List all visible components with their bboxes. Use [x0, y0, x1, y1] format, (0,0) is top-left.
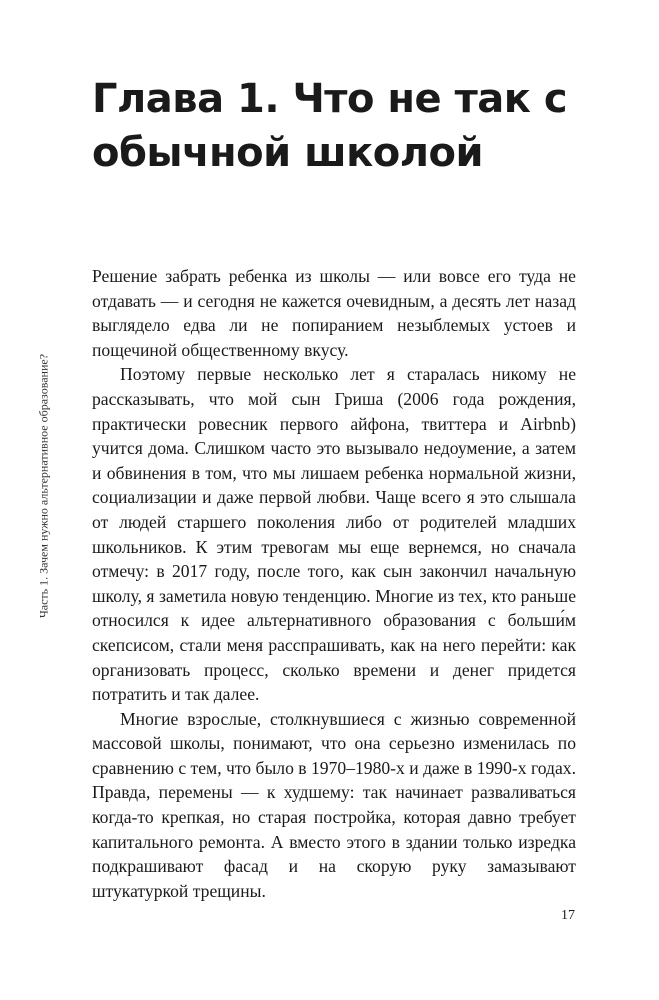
- chapter-title: Глава 1. Что не так с обычной школой: [92, 76, 568, 176]
- page-number: 17: [561, 908, 575, 923]
- paragraph: Решение забрать ребенка из школы — или вовсе его туда не отдавать — и сегодня не кажется очевидным, а десять лет назад выглядело едва ли не попиранием незыблемых устоев и пощечиной общественному вкусу.: [92, 266, 576, 360]
- paragraph: Поэтому первые несколько лет я старалась никому не рассказывать, что мой сын Гриша (2006 года рождения, практически ровесник первого айфона, твиттера и Airbnb) учится дома. Слишком часто это вызывало недоумение, а затем и обвинения в том, что мы лишаем ребенка нормальной жизни, социализации и даже первой любви. Чаще всего я это слышала от людей старшего поколения либо от родителей младших школьников. К этим тревогам мы еще вернемся, но сначала отмечу: в 2017 году, после того, как сын закончил начальную школу, я заметила новую тенденцию. Многие из тех, кто раньше относился к идее альтернативного образования с больши́м скепсисом, стали меня расспрашивать, как на него перейти: как организовать процесс, сколько времени и денег придется потратить и так далее.: [92, 364, 576, 705]
- running-head: Часть 1. Зачем нужно альтернативное образование?: [36, 353, 51, 619]
- paragraph: Многие взрослые, столкнувшиеся с жизнью современной массовой школы, понимают, что она серьезно изменилась по сравнению с тем, что было в 1970–1980-х и даже в 1990-х годах. Правда, перемены — к худшему: так начинает разваливаться когда-то крепкая, но старая постройка, которая давно требует капитального ремонта. А вместо этого в здании только изредка подкрашивают фасад и на скорую руку замазывают штукатуркой трещины.: [92, 708, 576, 901]
- body-text: [92, 264, 576, 903]
